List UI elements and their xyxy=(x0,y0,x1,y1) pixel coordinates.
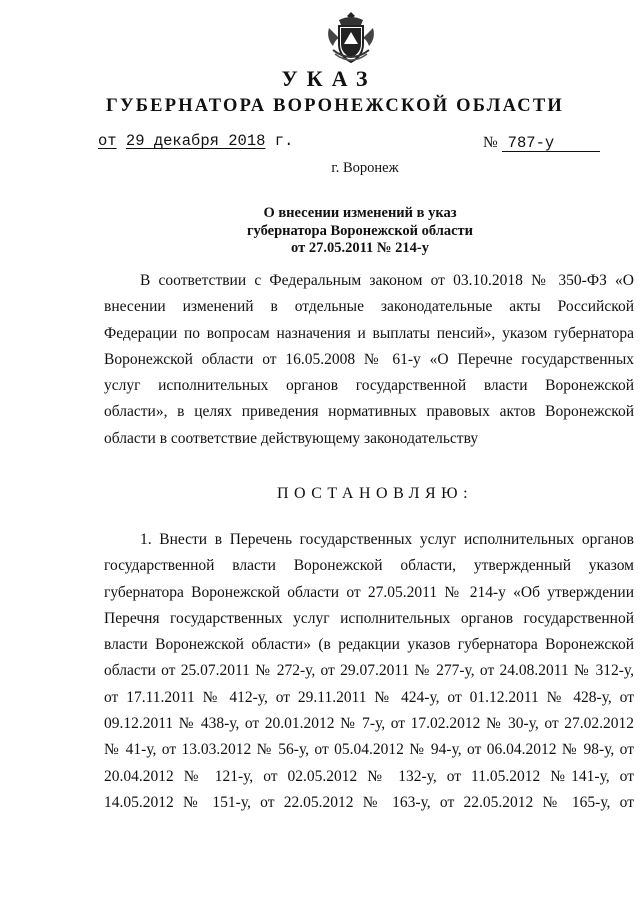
text-line: области в соответствие действующему законодательству xyxy=(104,429,479,447)
text-line: услуг исполнительных органов государственной власти Воронежской xyxy=(104,377,634,395)
date-line xyxy=(98,132,293,150)
text-line: власти Воронежской области» (в редакции указов губернатора Воронежской xyxy=(104,636,634,654)
clause-1-paragraph xyxy=(104,527,634,816)
decree-word: ПОСТАНОВЛЯЮ: xyxy=(276,485,474,502)
document-title: УКАЗ xyxy=(281,66,377,91)
text-line: № 41-у, от 13.03.2012 № 56-у, от 05.04.2012 № 94-у, от 06.04.2012 № 98-у, от xyxy=(104,741,634,759)
text-line: Перечня государственных услуг исполнительных органов государственной xyxy=(104,609,634,627)
text-line: внесении изменений в отдельные законодательные акты Российской xyxy=(104,298,634,316)
document-number: 787-у xyxy=(502,136,600,152)
subject-heading xyxy=(180,205,540,258)
subject-line: О внесении изменений в указ xyxy=(263,205,457,221)
text-line: губернатора Воронежской области от 27.05.2011 № 214-у «Об утверждении xyxy=(104,583,634,601)
text-line: 1. Внести в Перечень государственных услуг исполнительных органов xyxy=(140,531,634,548)
number-line xyxy=(483,134,600,152)
date-prefix: от xyxy=(98,132,117,150)
text-line: от 17.11.2011 № 412-у, от 29.11.2011 № 424-у, от 01.12.2011 № 428-у, от xyxy=(104,688,634,706)
text-line: Воронежской области от 16.05.2008 № 61-у «О Перечне государственных xyxy=(104,350,634,368)
document-subtitle: ГУБЕРНАТОРА ВОРОНЕЖСКОЙ ОБЛАСТИ xyxy=(105,96,564,116)
text-line: 14.05.2012 № 151-у, от 22.05.2012 № 163-у, от 22.05.2012 № 165-у, от xyxy=(104,793,634,811)
text-line: государственной власти Воронежской области, утвержденный указом xyxy=(104,557,634,575)
subject-line: от 27.05.2011 № 214-у xyxy=(291,240,429,256)
text-line: 09.12.2011 № 438-у, от 20.01.2012 № 7-у, от 17.02.2012 № 30-у, от 27.02.2012 xyxy=(104,715,634,733)
text-line: области от 25.07.2011 № 272-у, от 29.07.2011 № 277-у, от 24.08.2011 № 312-у, xyxy=(104,662,634,680)
date-suffix: г. xyxy=(274,132,294,150)
date-value: 29 декабря 2018 xyxy=(125,132,266,150)
text-line: области», в целях приведения нормативных правовых актов Воронежской xyxy=(104,403,634,421)
city: г. Воронеж xyxy=(331,160,399,176)
text-line: 20.04.2012 № 121-у, от 02.05.2012 № 132-у, от 11.05.2012 №141-у, от xyxy=(104,767,634,785)
text-line: В соответствии с Федеральным законом от 03.10.2018 № 350-ФЗ «О xyxy=(140,272,634,289)
preamble-paragraph xyxy=(104,268,634,452)
number-sign: № xyxy=(483,134,498,151)
coat-of-arms-icon xyxy=(325,10,377,68)
text-line: Федерации по вопросам назначения и выплаты пенсий», указом губернатора xyxy=(104,324,634,342)
subject-line: губернатора Воронежской области xyxy=(246,222,474,239)
